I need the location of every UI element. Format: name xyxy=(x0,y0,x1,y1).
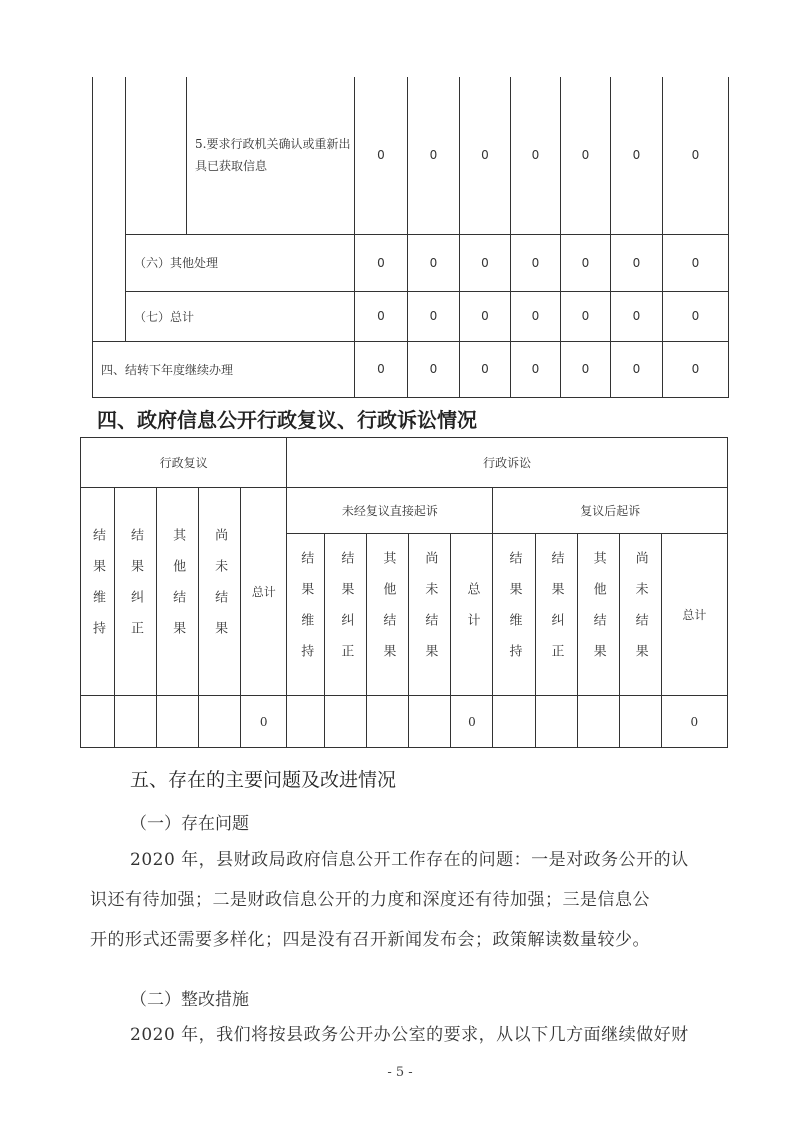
review-litigation-table: 行政复议 行政诉讼 结果维持 结果纠正 其他结果 尚未结果 总计 未经复议直接起诉 复议后起诉 结果维持 结果纠正 其他结果 尚未结果 总计 结果维持 结果纠正 其他结果 尚未结果 总计 0 0 0 xyxy=(80,437,728,748)
after-review-total-header: 总计 xyxy=(661,534,727,696)
section5-heading: 五、存在的主要问题及改进情况 xyxy=(130,769,397,791)
admin-litigation-header: 行政诉讼 xyxy=(287,438,728,488)
row-label: （六）其他处理 xyxy=(126,234,355,291)
row-label: 5.要求行政机关确认或重新出具已获取信息 xyxy=(187,77,355,234)
table-row: 0 0 0 xyxy=(81,696,728,748)
table-row: （七）总计 0 0 0 0 0 0 0 xyxy=(93,291,729,341)
direct-suit-header: 未经复议直接起诉 xyxy=(287,488,493,534)
table-row: 5.要求行政机关确认或重新出具已获取信息 0 0 0 0 0 0 0 xyxy=(93,77,729,234)
subheading-measures: （二）整改措施 xyxy=(130,990,249,1010)
disclosure-stats-table xyxy=(92,77,729,398)
review-total-header: 总计 xyxy=(241,488,287,696)
measures-paragraph: 2020 年，我们将按县政务公开办公室的要求，从以下几方面继续做好财 xyxy=(130,1025,689,1045)
row-label: 四、结转下年度继续办理 xyxy=(93,341,355,397)
table-row: （六）其他处理 0 0 0 0 0 0 0 xyxy=(93,234,729,291)
problems-paragraph: 2020 年，县财政局政府信息公开工作存在的问题：一是对政务公开的认 识还有待加强；二是财政信息公开的力度和深度还有待加强；三是信息公 开的形式还需要多样化；四是没有召开新闻发布会；政策解读数量较少。 xyxy=(90,850,689,950)
admin-review-header: 行政复议 xyxy=(81,438,287,488)
subheading-problems: （一）存在问题 xyxy=(130,814,249,834)
row-label: （七）总计 xyxy=(126,291,355,341)
after-review-header: 复议后起诉 xyxy=(493,488,728,534)
table-row: 四、结转下年度继续办理 0 0 0 0 0 0 0 xyxy=(93,341,729,397)
page-number: - 5 - xyxy=(387,1065,413,1080)
section4-heading: 四、政府信息公开行政复议、行政诉讼情况 xyxy=(97,408,477,432)
